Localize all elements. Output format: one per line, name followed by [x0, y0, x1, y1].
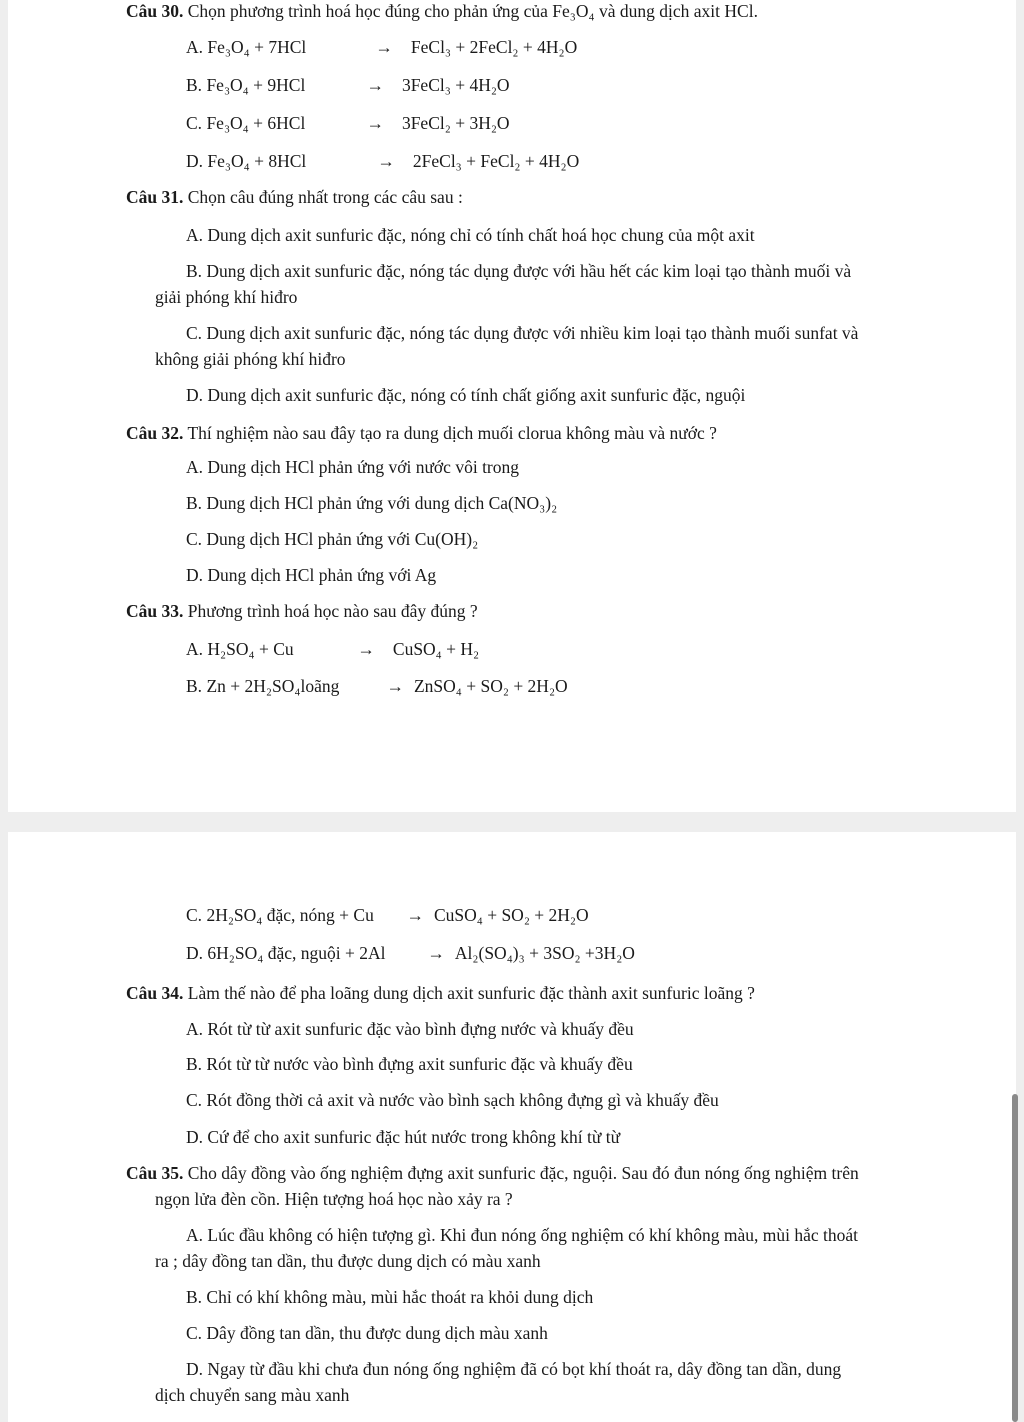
question-35-cont: ngọn lửa đèn cồn. Hiện tượng hoá học nào xảy ra ? [155, 1189, 513, 1209]
option-label: C. [186, 905, 203, 925]
option-label: D. [186, 151, 204, 171]
arrow: → [375, 37, 393, 57]
option-32c: C. Dung dịch HCl phản ứng với Cu(OH)₂ [186, 529, 479, 549]
question-31 [126, 186, 463, 208]
arrow: → [357, 639, 375, 659]
question-text: Chọn câu đúng nhất trong các câu sau : [187, 187, 463, 207]
equation-lhs: Fe₃O₄ + 7HCl [207, 37, 307, 57]
option-35a: A. Lúc đầu không có hiện tượng gì. Khi đun nóng ống nghiệm có khí không màu, mùi hắc thoát [186, 1225, 858, 1245]
equation-lhs: 2H₂SO₄ đặc, nóng + Cu [206, 905, 374, 925]
option-31c: C. Dung dịch axit sunfuric đặc, nóng tác dụng được với nhiều kim loại tạo thành muối sunfat và [186, 323, 859, 343]
equation-rhs: 3FeCl₃ + 4H₂O [401, 75, 510, 95]
question-text: Cho dây đồng vào ống nghiệm đựng axit sunfuric đặc, nguội. Sau đó đun nóng ống nghiệm trên [187, 1163, 859, 1183]
option-34b: B. Rót từ từ nước vào bình đựng axit sunfuric đặc và khuấy đều [186, 1054, 633, 1074]
equation-rhs: Al₂(SO₄)₃ + 3SO₂ +3H₂O [454, 943, 635, 963]
option-label: A. [186, 37, 204, 57]
option-34d: D. Cứ để cho axit sunfuric đặc hút nước trong không khí từ từ [186, 1127, 621, 1147]
option-label: B. [186, 676, 203, 696]
option-35d: D. Ngay từ đầu khi chưa đun nóng ống nghiệm đã có bọt khí thoát ra, dây đồng tan dần, dung [186, 1359, 842, 1379]
option-35d-cont: dịch chuyển sang màu xanh [155, 1385, 350, 1405]
option-31a: A. Dung dịch axit sunfuric đặc, nóng chỉ có tính chất hoá học chung của một axit [186, 225, 755, 245]
option-32b: B. Dung dịch HCl phản ứng với dung dịch Ca(NO₃)₂ [186, 493, 558, 513]
equation-rhs: CuSO₄ + SO₂ + 2H₂O [433, 905, 589, 925]
option-30a [186, 36, 577, 58]
option-34a: A. Rót từ từ axit sunfuric đặc vào bình đựng nước và khuấy đều [186, 1019, 634, 1039]
equation-rhs: ZnSO₄ + SO₂ + 2H₂O [413, 676, 568, 696]
question-32 [126, 422, 717, 444]
option-33c [186, 904, 589, 926]
option-31b-cont: giải phóng khí hiđro [155, 287, 298, 307]
question-text: Chọn phương trình hoá học đúng cho phản ứng của Fe₃O₄ và dung dịch axit HCl. [187, 1, 758, 21]
arrow: → [386, 676, 404, 696]
option-label: C. [186, 113, 203, 133]
option-label: D. [186, 943, 204, 963]
option-34c: C. Rót đồng thời cả axit và nước vào bình sạch không đựng gì và khuấy đều [186, 1090, 719, 1110]
option-30c [186, 112, 510, 134]
option-33b [186, 675, 568, 697]
option-31d: D. Dung dịch axit sunfuric đặc, nóng có tính chất giống axit sunfuric đặc, nguội [186, 385, 746, 405]
arrow: → [366, 75, 384, 95]
question-number: Câu 31. [126, 187, 184, 207]
option-32a: A. Dung dịch HCl phản ứng với nước vôi trong [186, 457, 520, 477]
equation-rhs: 3FeCl₂ + 3H₂O [401, 113, 510, 133]
option-31b: B. Dung dịch axit sunfuric đặc, nóng tác dụng được với hầu hết các kim loại tạo thành muối và [186, 261, 852, 281]
option-32d: D. Dung dịch HCl phản ứng với Ag [186, 565, 437, 585]
arrow: → [366, 113, 384, 133]
question-number: Câu 35. [126, 1163, 184, 1183]
equation-lhs: 6H₂SO₄ đặc, nguội + 2Al [207, 943, 386, 963]
equation-lhs: H₂SO₄ + Cu [207, 639, 294, 659]
equation-rhs: FeCl₃ + 2FeCl₂ + 4H₂O [410, 37, 578, 57]
question-number: Câu 30. [126, 1, 184, 21]
option-35c: C. Dây đồng tan dần, thu được dung dịch màu xanh [186, 1323, 548, 1343]
question-number: Câu 34. [126, 983, 184, 1003]
vertical-scrollbar[interactable] [1012, 1094, 1018, 1422]
option-33a [186, 638, 479, 660]
arrow: → [377, 151, 395, 171]
question-30 [126, 0, 758, 22]
question-number: Câu 32. [126, 423, 184, 443]
equation-lhs: Fe₃O₄ + 8HCl [207, 151, 307, 171]
equation-lhs: Zn + 2H₂SO₄loãng [206, 676, 340, 696]
question-text: Làm thế nào để pha loãng dung dịch axit sunfuric đặc thành axit sunfuric loãng ? [187, 983, 755, 1003]
option-30d [186, 150, 579, 172]
document-page-2 [8, 832, 1016, 1422]
arrow: → [406, 905, 424, 925]
document-page-1 [8, 0, 1016, 812]
question-number: Câu 33. [126, 601, 184, 621]
question-text: Phương trình hoá học nào sau đây đúng ? [187, 601, 478, 621]
question-35 [126, 1162, 859, 1184]
option-label: B. [186, 75, 203, 95]
equation-lhs: Fe₃O₄ + 9HCl [206, 75, 306, 95]
question-33 [126, 600, 478, 622]
option-label: A. [186, 639, 204, 659]
equation-rhs: 2FeCl₃ + FeCl₂ + 4H₂O [412, 151, 580, 171]
option-31c-cont: không giải phóng khí hiđro [155, 349, 346, 369]
option-35a-cont: ra ; dây đồng tan dần, thu được dung dịch có màu xanh [155, 1251, 541, 1271]
option-35b: B. Chỉ có khí không màu, mùi hắc thoát ra khỏi dung dịch [186, 1287, 594, 1307]
option-33d [186, 942, 635, 964]
question-34 [126, 982, 755, 1004]
arrow: → [427, 943, 445, 963]
question-text: Thí nghiệm nào sau đây tạo ra dung dịch muối clorua không màu và nước ? [187, 423, 717, 443]
equation-lhs: Fe₃O₄ + 6HCl [206, 113, 306, 133]
equation-rhs: CuSO₄ + H₂ [392, 639, 480, 659]
option-30b [186, 74, 510, 96]
